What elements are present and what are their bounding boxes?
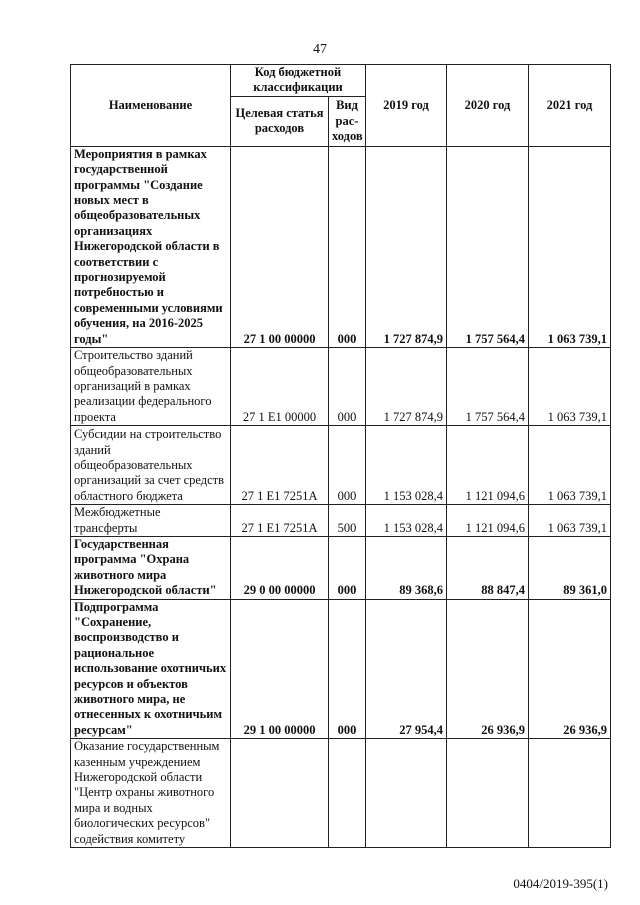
header-name: Наименование <box>71 65 231 147</box>
row-2020: 88 847,4 <box>447 536 529 599</box>
row-name: Строительство зданий общеобразовательных организаций в рамках реализации федерального проекта <box>71 348 231 426</box>
row-vid: 000 <box>329 536 366 599</box>
row-2019: 1 727 874,9 <box>366 348 447 426</box>
row-2019: 1 727 874,9 <box>366 146 447 347</box>
row-vid: 500 <box>329 505 366 537</box>
row-2019: 1 153 028,4 <box>366 426 447 505</box>
page-number: 47 <box>313 42 327 57</box>
row-name: Межбюджетные трансферты <box>71 505 231 537</box>
row-2020: 1 121 094,6 <box>447 426 529 505</box>
row-2020: 1 121 094,6 <box>447 505 529 537</box>
header-year-2020: 2020 год <box>447 65 529 147</box>
row-code: 27 1 00 00000 <box>231 146 329 347</box>
table-row <box>71 146 611 347</box>
row-2021: 1 063 739,1 <box>529 426 611 505</box>
row-code: 29 1 00 00000 <box>231 599 329 739</box>
row-code: 27 1 Е1 00000 <box>231 348 329 426</box>
row-code <box>231 739 329 848</box>
row-2021: 1 063 739,1 <box>529 348 611 426</box>
header-target-article: Целевая статья расходов <box>231 96 329 146</box>
row-2020: 1 757 564,4 <box>447 146 529 347</box>
table-row <box>71 426 611 505</box>
row-2021 <box>529 739 611 848</box>
row-vid: 000 <box>329 146 366 347</box>
header-year-2019: 2019 год <box>366 65 447 147</box>
row-2021: 1 063 739,1 <box>529 146 611 347</box>
table-row <box>71 536 611 599</box>
row-name: Подпрограмма "Сохранение, воспроизводство и рациональное использование охотничьих ресурсов и объектов животного мира, не отнесенных к охотничьим ресурсам" <box>71 599 231 739</box>
row-vid <box>329 739 366 848</box>
row-code: 27 1 Е1 7251А <box>231 505 329 537</box>
row-2019: 27 954,4 <box>366 599 447 739</box>
table-row <box>71 505 611 537</box>
row-2019 <box>366 739 447 848</box>
header-expense-type: Вид рас-ходов <box>329 96 366 146</box>
row-2020 <box>447 739 529 848</box>
row-vid: 000 <box>329 426 366 505</box>
document-code: 0404/2019-395(1) <box>513 876 608 891</box>
header-budget-code: Код бюджетной классификации <box>231 65 366 97</box>
row-2019: 89 368,6 <box>366 536 447 599</box>
table-row <box>71 739 611 848</box>
row-vid: 000 <box>329 599 366 739</box>
row-code: 27 1 Е1 7251А <box>231 426 329 505</box>
row-2020: 26 936,9 <box>447 599 529 739</box>
row-2019: 1 153 028,4 <box>366 505 447 537</box>
row-2021: 89 361,0 <box>529 536 611 599</box>
header-year-2021: 2021 год <box>529 65 611 147</box>
table-row <box>71 348 611 426</box>
row-2021: 1 063 739,1 <box>529 505 611 537</box>
row-name: Мероприятия в рамках государственной программы "Создание новых мест в общеобразовательных организациях Нижегородской области в соответствии с прогнозируемой потребностью и современными условиями обучения, на 2016-2025 годы" <box>71 146 231 347</box>
budget-table <box>70 64 611 848</box>
row-2020: 1 757 564,4 <box>447 348 529 426</box>
row-code: 29 0 00 00000 <box>231 536 329 599</box>
row-2021: 26 936,9 <box>529 599 611 739</box>
row-name: Государственная программа "Охрана животного мира Нижегородской области" <box>71 536 231 599</box>
row-name: Оказание государственным казенным учреждением Нижегородской области "Центр охраны животного мира и водных биологических ресурсов" содействия комитету <box>71 739 231 848</box>
row-name: Субсидии на строительство зданий общеобразовательных организаций за счет средств областного бюджета <box>71 426 231 505</box>
row-vid: 000 <box>329 348 366 426</box>
table-row <box>71 599 611 739</box>
